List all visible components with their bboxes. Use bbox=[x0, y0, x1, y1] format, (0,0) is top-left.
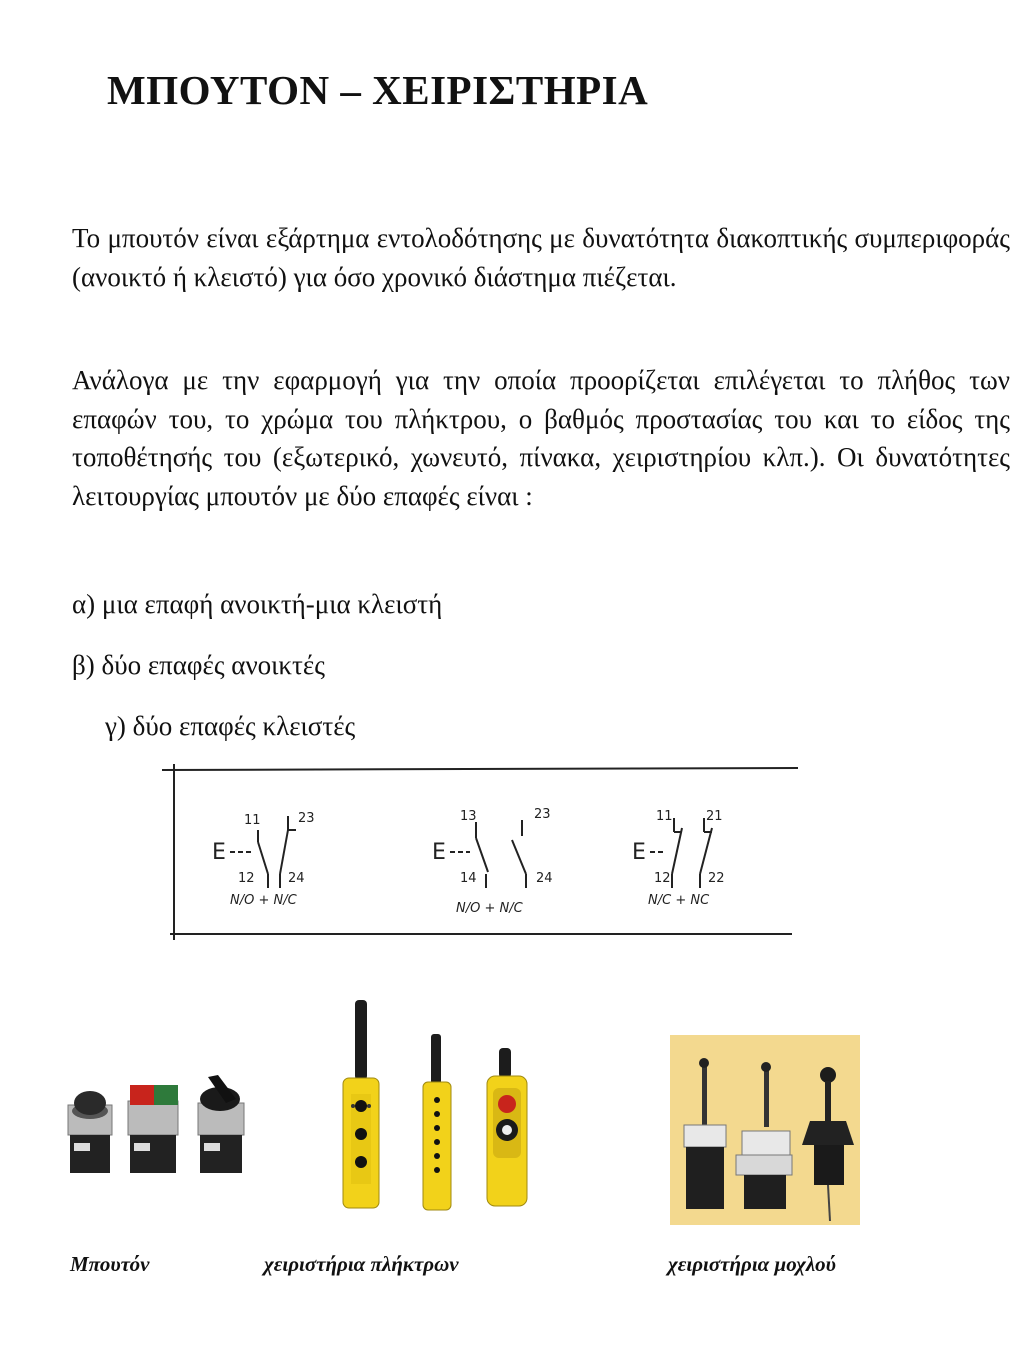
pendant-emergency bbox=[487, 1048, 527, 1206]
selector-switch bbox=[198, 1075, 244, 1173]
symbol1-prefix: E bbox=[212, 840, 226, 865]
symbol3-top-right: 21 bbox=[706, 809, 723, 824]
push-button-red-green bbox=[128, 1085, 178, 1173]
symbol2-bottom-right: 24 bbox=[536, 871, 553, 886]
caption-pendants: χειριστήρια πλήκτρων bbox=[264, 1252, 459, 1276]
page-title: ΜΠΟΥΤΟΝ – ΧΕΙΡΙΣΤΗΡΙΑ bbox=[107, 67, 649, 113]
symbol2-top-right: 23 bbox=[534, 807, 551, 822]
symbol2-prefix: E bbox=[432, 840, 446, 865]
symbol3-bottom-right: 22 bbox=[708, 871, 725, 886]
details-paragraph: Ανάλογα με την εφαρμογή για την οποία προορίζεται επιλέγεται το πλήθος των επαφών του, το χρώμα του πλήκτρου, ο βαθμός προστασίας του και το είδος της τοποθέτησής του (εξωτερικό, χωνευτό, πίνακα, χειριστηρίου κλπ.). Οι δυνατότητες λειτουργίας μπουτόν με δύο επαφές είναι : bbox=[72, 365, 1010, 511]
push-button-black bbox=[68, 1091, 112, 1173]
intro-paragraph: Το μπουτόν είναι εξάρτημα εντολοδότησης με δυνατότητα διακοπτικής συμπεριφοράς (ανοικτό ή κλειστό) για όσο χρονικό διάστημα πιέζεται. bbox=[72, 223, 1010, 292]
symbol3-prefix: E bbox=[632, 840, 646, 865]
pendant-large bbox=[343, 1000, 379, 1208]
caption-joysticks: χειριστήρια μοχλού bbox=[668, 1252, 836, 1276]
push-buttons-photo bbox=[60, 1035, 250, 1215]
list-item: β) δύο επαφές ανοικτές bbox=[72, 650, 325, 680]
symbol2-caption: N/O + N/C bbox=[456, 901, 523, 916]
symbol1-top-left: 11 bbox=[244, 813, 261, 828]
joysticks-photo bbox=[670, 1035, 860, 1225]
symbol1-bottom-right: 24 bbox=[288, 871, 305, 886]
symbol3-bottom-left: 12 bbox=[654, 871, 671, 886]
list-item: α) μια επαφή ανοικτή-μια κλειστή bbox=[72, 589, 443, 619]
symbol3-top-left: 11 bbox=[656, 809, 673, 824]
pendant-stations-photo bbox=[325, 1000, 545, 1215]
symbol1-caption: N/O + N/C bbox=[230, 893, 297, 908]
symbol1-top-right: 23 bbox=[298, 811, 315, 826]
list-item: γ) δύο επαφές κλειστές bbox=[105, 711, 356, 741]
symbol3-caption: N/C + NC bbox=[648, 893, 710, 908]
contact-diagram bbox=[160, 762, 800, 942]
pendant-slim bbox=[423, 1034, 451, 1210]
symbol1-bottom-left: 12 bbox=[238, 871, 255, 886]
symbol2-bottom-left: 14 bbox=[460, 871, 477, 886]
symbol2-top-left: 13 bbox=[460, 809, 477, 824]
caption-buttons: Μπουτόν bbox=[70, 1252, 150, 1276]
